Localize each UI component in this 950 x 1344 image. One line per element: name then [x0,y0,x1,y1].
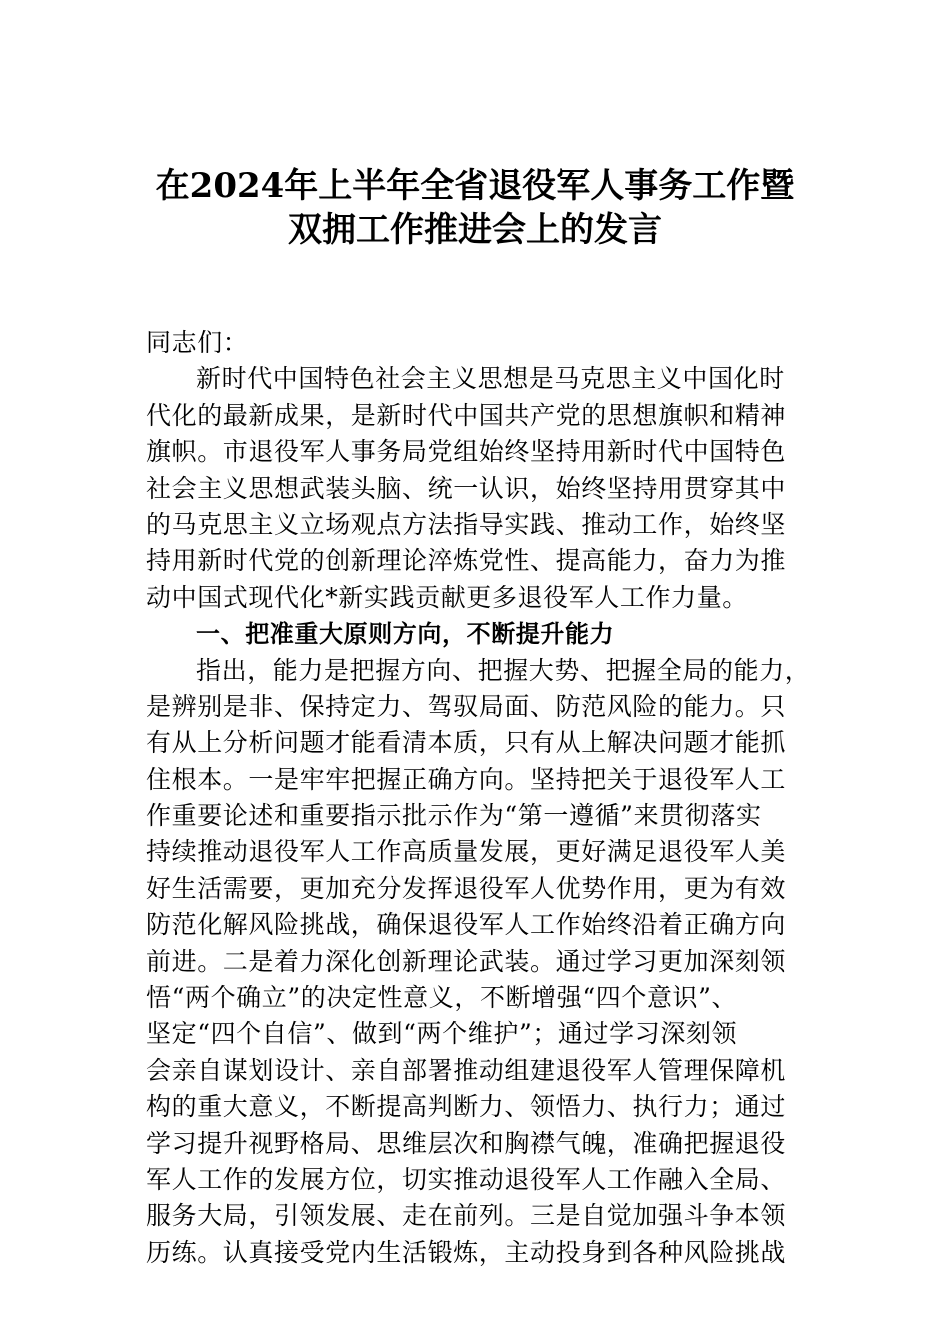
document-title-line-2: 双拥工作推进会上的发言 [288,210,662,250]
text-line: 军人工作的发展方位，切实推动退役军人工作融入全局、 [146,1164,787,1194]
text-line: 动中国式现代化*新实践贡献更多退役军人工作力量。 [146,582,748,612]
text-line: 防范化解风险挑战，确保退役军人工作始终沿着正确方向 [146,910,787,940]
text-line: 前进。二是着力深化创新理论武装。通过学习更加深刻领 [146,946,787,976]
document-body [146,325,816,1271]
paragraph-1 [146,361,816,616]
text-line: 历练。认真接受党内生活锻炼，主动投身到各种风险挑战 [146,1237,787,1267]
text-line: 代化的最新成果，是新时代中国共产党的思想旗帜和精神 [146,400,787,430]
text-line: 坚定“四个自信”、做到“两个维护”；通过学习深刻领 [146,1019,738,1049]
text-line: 持用新时代党的创新理论淬炼党性、提高能力，奋力为推 [146,546,787,576]
text-line: 学习提升视野格局、思维层次和胸襟气魄，准确把握退役 [146,1128,787,1158]
text-line: 指出，能力是把握方向、把握大势、把握全局的能力， [196,655,811,685]
text-line: 持续推动退役军人工作高质量发展，更好满足退役军人美 [146,837,787,867]
text-line: 会亲自谋划设计、亲自部署推动组建退役军人管理保障机 [146,1055,787,1085]
text-line: 悟“两个确立”的决定性意义，不断增强“四个意识”、 [146,983,738,1013]
document-title-line-1: 在2024年上半年全省退役军人事务工作暨 [155,166,795,206]
text-line: 住根本。一是牢牢把握正确方向。坚持把关于退役军人工 [146,764,787,794]
text-line: 旗帜。市退役军人事务局党组始终坚持用新时代中国特色 [146,437,787,467]
text-line: 作重要论述和重要指示批示作为“第一遵循”来贯彻落实 [146,801,762,831]
paragraph-2 [146,653,816,1272]
text-line: 构的重大意义，不断提高判断力、领悟力、执行力；通过 [146,1092,787,1122]
text-line: 新时代中国特色社会主义思想是马克思主义中国化时 [196,364,785,394]
text-line: 好生活需要，更加充分发挥退役军人优势作用，更为有效 [146,873,787,903]
text-line: 服务大局，引领发展、走在前列。三是自觉加强斗争本领 [146,1201,787,1231]
section-heading: 一、把准重大原则方向，不断提升能力 [196,620,615,649]
salutation: 同志们： [146,328,249,357]
text-line: 是辨别是非、保持定力、驾驭局面、防范风险的能力。只 [146,691,787,721]
text-line: 社会主义思想武装头脑、统一认识，始终坚持用贯穿其中 [146,473,787,503]
text-line: 有从上分析问题才能看清本质，只有从上解决问题才能抓 [146,728,787,758]
text-line: 的马克思主义立场观点方法指导实践、推动工作，始终坚 [146,509,787,539]
